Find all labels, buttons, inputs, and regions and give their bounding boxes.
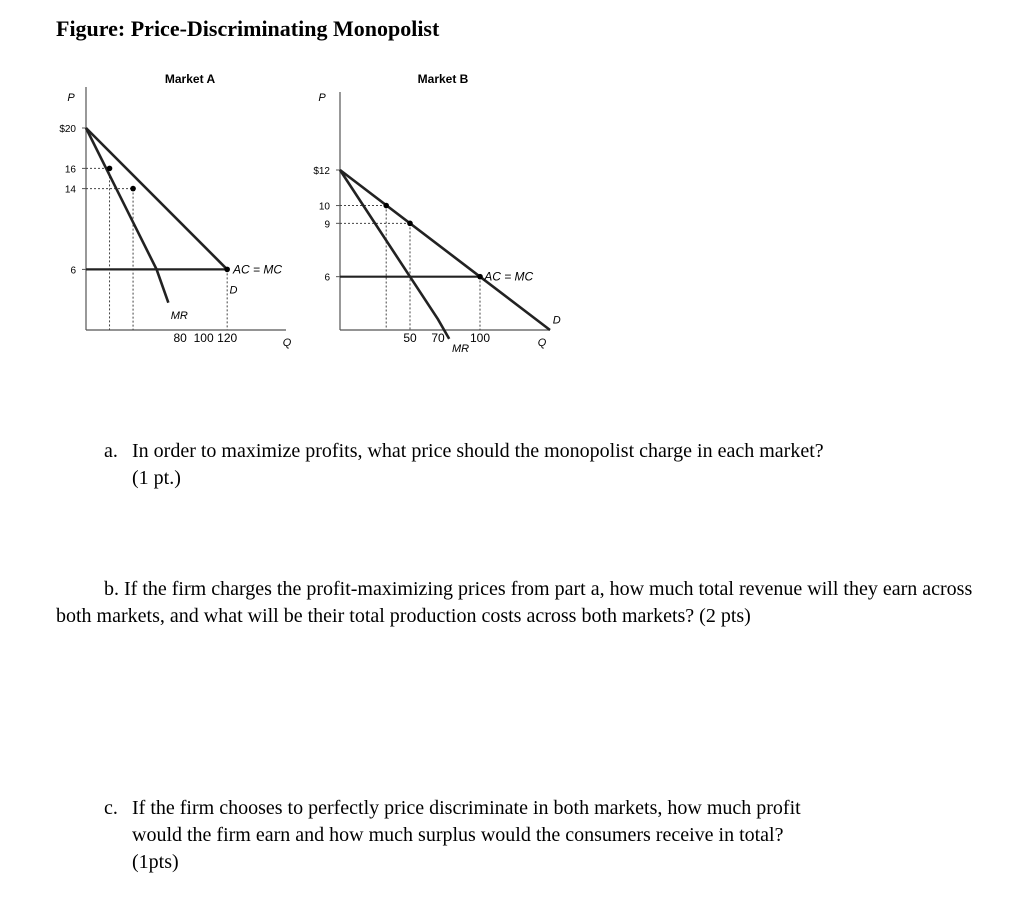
market-a-annotation: MR — [170, 309, 188, 322]
market-b-annotation: D — [552, 314, 561, 327]
market-a-x-tick-label: 120 — [217, 331, 238, 345]
question-c-letter: c. — [104, 797, 118, 819]
question-a-letter: a. — [104, 440, 118, 462]
market-b-x-tick-label: 100 — [469, 331, 491, 345]
market-b-y-tick-label: 6 — [324, 272, 330, 284]
market-b-series-mr — [340, 170, 449, 339]
market-a-point — [224, 267, 230, 273]
market-a-y-tick-label: 14 — [64, 184, 76, 196]
figure-title: Figure: Price-Discriminating Monopolist — [56, 16, 440, 41]
market-b-series-d — [340, 170, 550, 330]
market-b-y-tick-label: 9 — [324, 219, 330, 231]
market-b-y-tick-label: $12 — [313, 166, 330, 177]
market-a-point — [130, 186, 136, 192]
market-a-y-axis-label: P — [67, 92, 75, 104]
market-b-point — [383, 203, 389, 209]
market-b-title: Market B — [417, 72, 469, 86]
question-a — [104, 438, 984, 492]
question-a-line2: (1 pt.) — [132, 467, 181, 489]
market-b-y-axis-label: P — [318, 92, 326, 104]
market-a-x-tick-label: 80 — [173, 331, 187, 345]
market-b-x-tick-label: 70 — [431, 331, 445, 345]
market-b-y-tick-label: 10 — [318, 201, 330, 213]
market-a-annotation: D — [229, 284, 238, 297]
market-b-annotation: MR — [452, 342, 470, 355]
question-c-line2: would the firm earn and how much surplus would the consumers receive in total? — [132, 824, 784, 846]
market-a-title: Market A — [164, 72, 216, 86]
question-c-line1: If the firm chooses to perfectly price discriminate in both markets, how much profit — [132, 797, 801, 819]
market-a-series-mr — [86, 128, 168, 303]
question-c-line3: (1pts) — [132, 851, 179, 873]
market-a-x-axis-label: Q — [282, 337, 292, 349]
market-a-annotation: AC = MC — [233, 262, 283, 277]
market-a-y-tick-label: $20 — [59, 124, 76, 135]
market-a-x-tick-label: 100 — [193, 331, 214, 345]
market-a-series-d — [86, 128, 227, 269]
market-a-y-tick-label: 6 — [70, 265, 76, 277]
market-b-point — [477, 274, 483, 280]
market-b-x-axis-label: Q — [537, 337, 547, 349]
question-c — [104, 795, 984, 876]
market-a-point — [107, 166, 113, 172]
market-a-y-tick-label: 16 — [64, 164, 76, 176]
figure-graphs — [0, 0, 1024, 400]
market-b-annotation: AC = MC — [484, 269, 534, 284]
question-b: b. If the firm charges the profit-maximizing prices from part a, how much total revenue will they earn across both markets, and what will be their total production costs across both markets? (2 pts) — [56, 578, 973, 627]
market-b-point — [407, 221, 413, 227]
question-a-line1: In order to maximize profits, what price should the monopolist charge in each market? — [132, 440, 824, 462]
market-b-x-tick-label: 50 — [403, 331, 417, 345]
